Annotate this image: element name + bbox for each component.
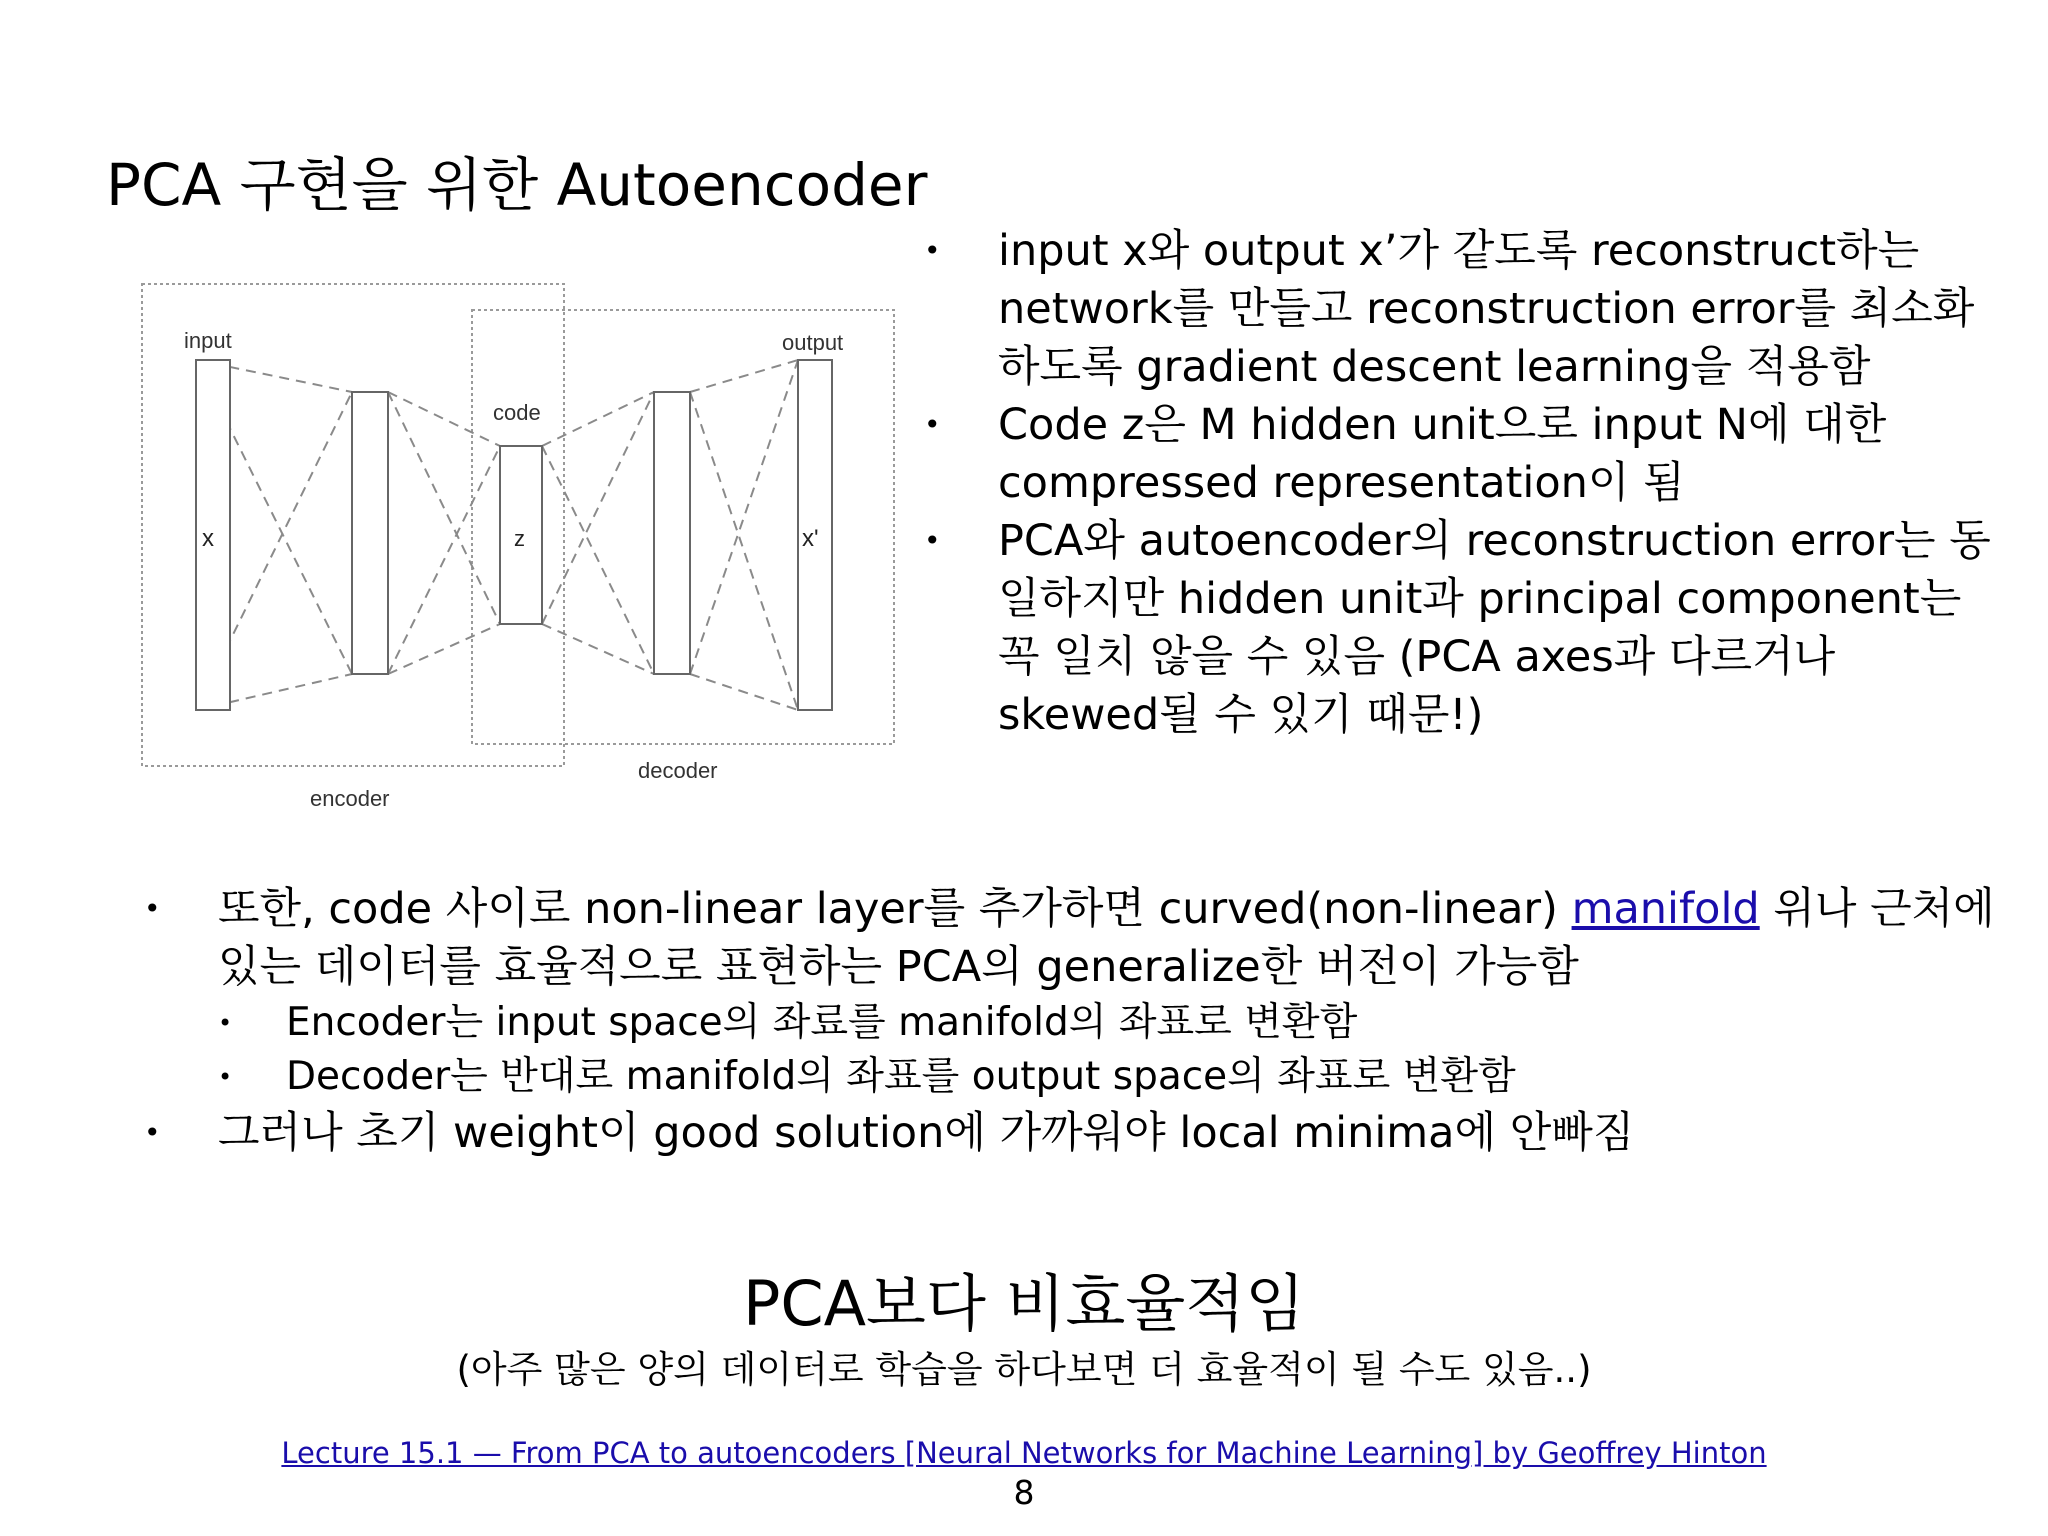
sub-bullet-text: Decoder는 반대로 manifold의 좌표를 output space의 좌표로 변환함 xyxy=(286,1054,1516,1099)
encoder-label: encoder xyxy=(310,786,390,811)
hidden-decoder-bar xyxy=(654,392,690,674)
bottom-bullet-list xyxy=(144,880,2024,1162)
list-item xyxy=(144,1104,2024,1162)
list-item xyxy=(924,222,2004,396)
right-bullet-list xyxy=(924,222,2004,744)
lecture-source-link[interactable]: Lecture 15.1 — From PCA to autoencoders [Neural Networks for Machine Learning] by Geoffrey Hinton xyxy=(281,1436,1767,1470)
sub-list-item xyxy=(144,996,2024,1050)
sub-list-item xyxy=(144,1050,2024,1104)
manifold-link[interactable]: manifold xyxy=(1571,884,1760,934)
z-label: z xyxy=(514,526,525,551)
bullet-text-part: 위나 근처에 있는 데이터를 효율적으로 표현하는 PCA의 generalize한 버전이 가능함 xyxy=(218,884,1995,992)
list-item xyxy=(144,880,2024,996)
x-label: x xyxy=(202,525,214,552)
page-number: 8 xyxy=(1013,1473,1035,1512)
bullet-text-part: 또한, code 사이로 non-linear layer를 추가하면 curved(non-linear) xyxy=(218,884,1572,934)
bullet-icon: • xyxy=(924,234,941,267)
bullet-text: 그러나 초기 weight이 good solution에 가까워야 local minima에 안빠짐 xyxy=(218,1108,1635,1158)
bullet-icon: • xyxy=(924,408,941,441)
bullet-text: Code z은 M hidden unit으로 input N에 대한 compressed representation이 됨 xyxy=(998,400,1887,508)
hidden-encoder-bar xyxy=(352,392,388,674)
sub-bullet-text: Encoder는 input space의 좌료를 manifold의 좌표로 변환함 xyxy=(286,1000,1358,1045)
slide-title: PCA 구현을 위한 Autoencoder xyxy=(106,151,928,219)
bullet-icon: • xyxy=(144,892,161,925)
bullet-icon: • xyxy=(144,1116,161,1149)
bullet-icon: • xyxy=(924,524,941,557)
autoencoder-diagram xyxy=(138,276,906,830)
source-link-container xyxy=(0,1434,2048,1472)
list-item xyxy=(924,396,2004,512)
list-item xyxy=(924,512,2004,744)
bullet-icon: • xyxy=(218,1063,233,1091)
bullet-icon: • xyxy=(218,1009,233,1037)
output-label: output xyxy=(782,330,844,355)
conclusion-note: (아주 많은 양의 데이터로 학습을 하다보면 더 효율적이 될 수도 있음..) xyxy=(456,1348,1592,1391)
input-label: input xyxy=(184,328,232,353)
code-label: code xyxy=(493,400,541,425)
bullet-text: PCA와 autoencoder의 reconstruction error는 동일하지만 hidden unit과 principal component는 꼭 일치 않을 수 있음 (PCA axes과 다르거나 skewed될 수 있기 때문!) xyxy=(998,516,1991,740)
x-prime-label: x' xyxy=(802,525,819,552)
bullet-text: input x와 output x’가 같도록 reconstruct하는 network를 만들고 reconstruction error를 최소화하도록 gradient descent learning을 적용함 xyxy=(998,226,1975,392)
conclusion-heading: PCA보다 비효율적임 xyxy=(742,1267,1306,1340)
decoder-label: decoder xyxy=(638,758,718,783)
